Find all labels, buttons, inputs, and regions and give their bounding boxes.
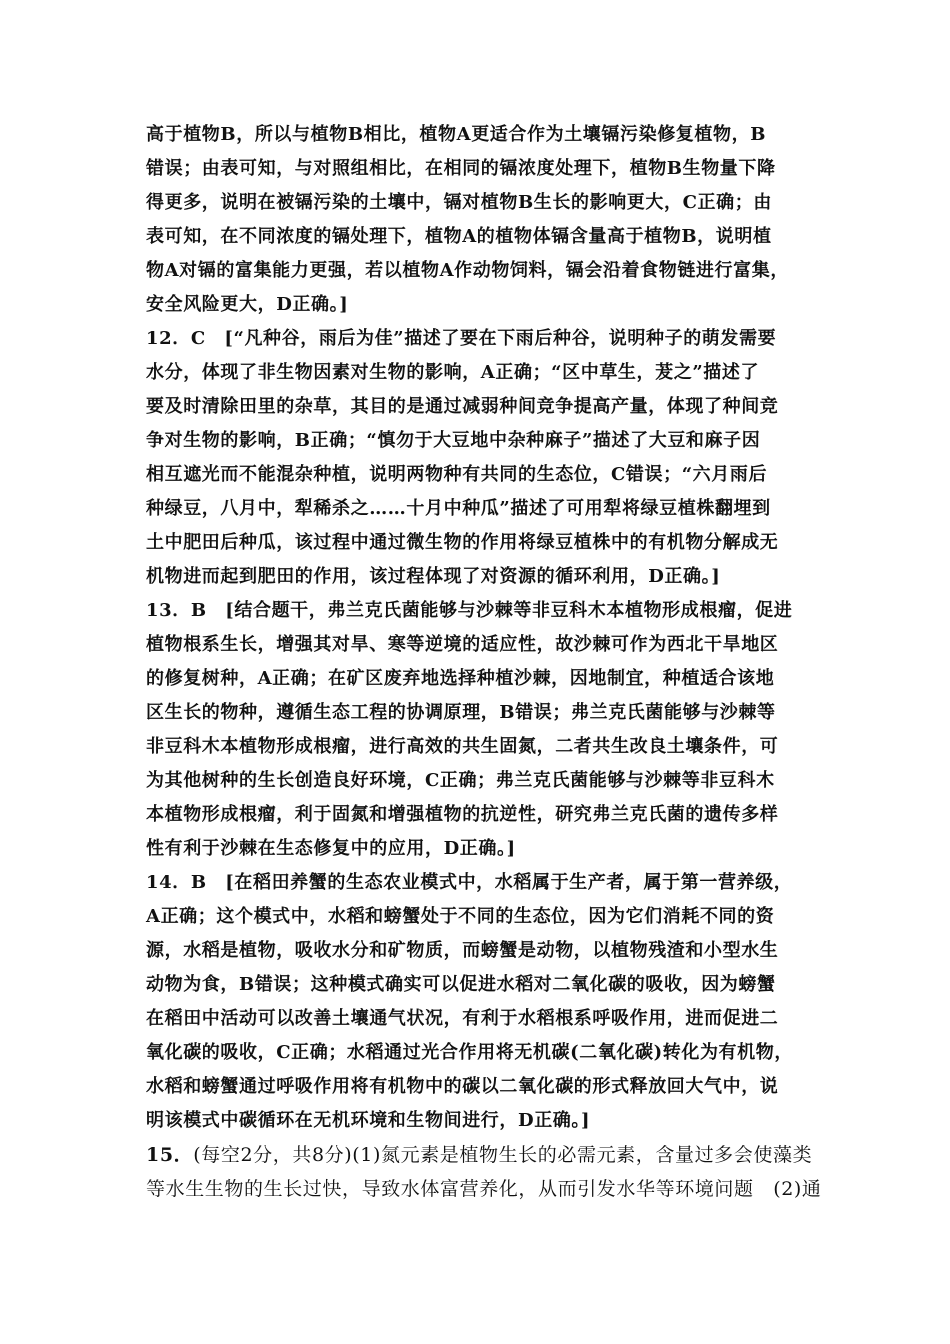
question-number: 15． bbox=[146, 1144, 194, 1166]
text-line: 水稻和螃蟹通过呼吸作用将有机物中的碳以二氧化碳的形式释放回大气中，说 bbox=[146, 1076, 779, 1097]
text-line: 氧化碳的吸收，C正确；水稻通过光合作用将无机碳(二氧化碳)转化为有机物， bbox=[146, 1042, 793, 1063]
text-line: 错误；由表可知，与对照组相比，在相同的镉浓度处理下，植物B生物量下降 bbox=[146, 158, 776, 179]
answer-q14 bbox=[146, 866, 816, 1138]
text-line: 非豆科木本植物形成根瘤，进行高效的共生固氮，二者共生改良土壤条件，可 bbox=[146, 736, 779, 757]
text-line: 性有利于沙棘在生态修复中的应用，D正确。] bbox=[146, 838, 516, 859]
text-line: 明该模式中碳循环在无机环境和生物间进行，D正确。] bbox=[146, 1110, 591, 1131]
text-line: 争对生物的影响，B正确；“慎勿于大豆地中杂种麻子”描述了大豆和麻子因 bbox=[146, 430, 761, 451]
text-line: 相互遮光而不能混杂种植，说明两物种有共同的生态位，C错误；“六月雨后 bbox=[146, 464, 768, 485]
text-line bbox=[146, 1138, 816, 1172]
text-segment: (每空2分，共8分)(1)氮元素是植物生长的必需元素，含量过多会使藻类 bbox=[193, 1144, 813, 1166]
text-line: 物A对镉的富集能力更强，若以植物A作动物饲料，镉会沿着食物链进行富集， bbox=[146, 260, 789, 281]
text-line: 表可知，在不同浓度的镉处理下，植物A的植物体镉含量高于植物B，说明植 bbox=[146, 226, 772, 247]
text-line: 动物为食，B错误；这种模式确实可以促进水稻对二氧化碳的吸收，因为螃蟹 bbox=[146, 974, 776, 995]
text-line: 13．B [结合题干，弗兰克氏菌能够与沙棘等非豆科木本植物形成根瘤，促进 bbox=[146, 600, 793, 621]
text-line: 得更多，说明在被镉污染的土壤中，镉对植物B生长的影响更大，C正确；由 bbox=[146, 192, 772, 213]
text-line: 高于植物B，所以与植物B相比，植物A更适合作为土壤镉污染修复植物，B bbox=[146, 124, 767, 145]
answer-q11-continuation bbox=[146, 118, 816, 322]
text-line: 本植物形成根瘤，利于固氮和增强植物的抗逆性，研究弗兰克氏菌的遗传多样 bbox=[146, 804, 779, 825]
text-line: 12．C [“凡种谷，雨后为佳”描述了要在下雨后种谷，说明种子的萌发需要 bbox=[146, 328, 777, 349]
text-line: 安全风险更大，D正确。] bbox=[146, 294, 349, 315]
text-line: 等水生生物的生长过快，导致水体富营养化，从而引发水华等环境问题 (2)通 bbox=[146, 1178, 822, 1200]
answer-text-block bbox=[146, 118, 822, 1206]
text-line: A正确；这个模式中，水稻和螃蟹处于不同的生态位，因为它们消耗不同的资 bbox=[146, 906, 775, 927]
text-line: 在稻田中活动可以改善土壤通气状况，有利于水稻根系呼吸作用，进而促进二 bbox=[146, 1008, 779, 1029]
answer-q12 bbox=[146, 322, 816, 594]
text-line: 水分，体现了非生物因素对生物的影响，A正确；“区中草生，茇之”描述了 bbox=[146, 362, 760, 383]
text-line: 要及时清除田里的杂草，其目的是通过减弱种间竞争提高产量，体现了种间竞 bbox=[146, 396, 779, 417]
text-line: 区生长的物种，遵循生态工程的协调原理，B错误；弗兰克氏菌能够与沙棘等 bbox=[146, 702, 776, 723]
text-line: 植物根系生长，增强其对旱、寒等逆境的适应性，故沙棘可作为西北干旱地区 bbox=[146, 634, 779, 655]
text-line: 14．B [在稻田养蟹的生态农业模式中，水稻属于生产者，属于第一营养级， bbox=[146, 872, 793, 893]
text-line: 为其他树种的生长创造良好环境，C正确；弗兰克氏菌能够与沙棘等非豆科木 bbox=[146, 770, 775, 791]
text-line: 土中肥田后种瓜，该过程中通过微生物的作用将绿豆植株中的有机物分解成无 bbox=[146, 532, 779, 553]
text-line: 的修复树种，A正确；在矿区废弃地选择种植沙棘，因地制宜，种植适合该地 bbox=[146, 668, 775, 689]
text-line: 源，水稻是植物，吸收水分和矿物质，而螃蟹是动物，以植物残渣和小型水生 bbox=[146, 940, 779, 961]
answer-q15 bbox=[146, 1138, 822, 1206]
text-line: 种绿豆，八月中，犁稀杀之……十月中种瓜”描述了可用犁将绿豆植株翻埋到 bbox=[146, 498, 771, 519]
answer-q13 bbox=[146, 594, 816, 866]
text-line: 机物进而起到肥田的作用，该过程体现了对资源的循环利用，D正确。] bbox=[146, 566, 721, 587]
